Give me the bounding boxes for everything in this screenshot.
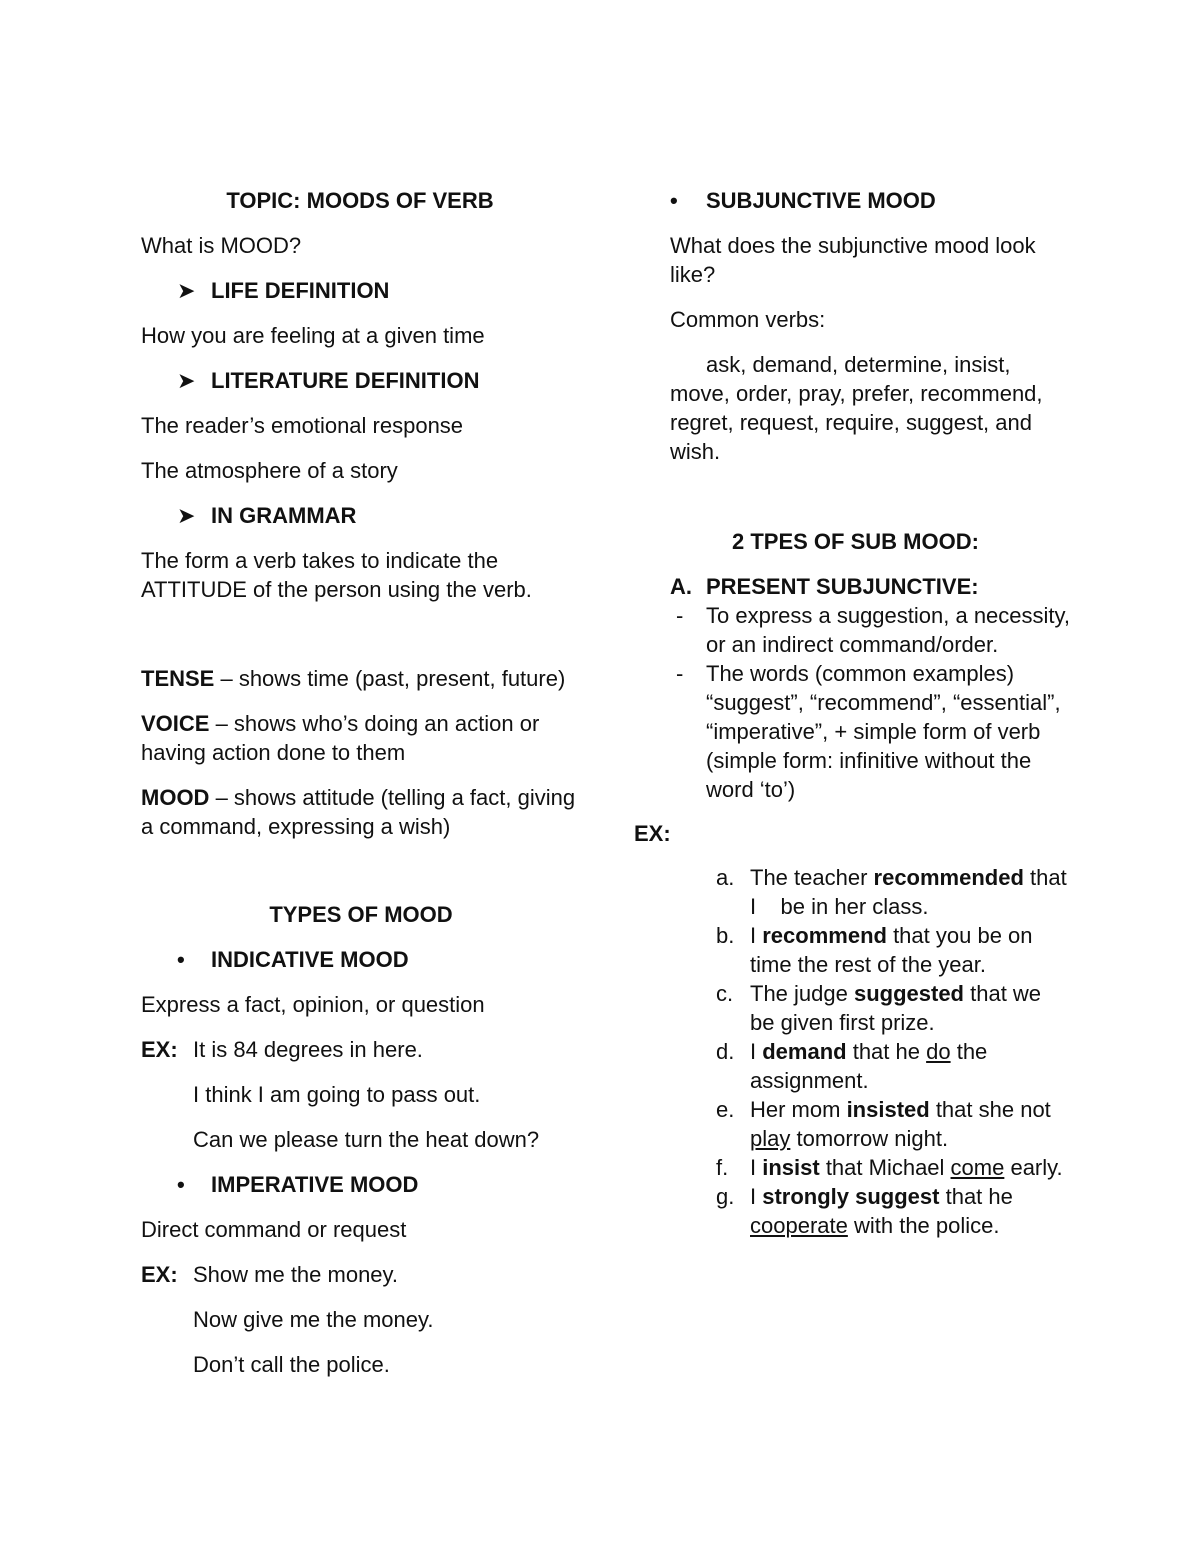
subjunctive-mood-heading <box>670 186 1070 215</box>
indicative-example-1 <box>141 1035 581 1064</box>
tense-label: TENSE <box>141 666 215 691</box>
indicative-text: Express a fact, opinion, or question <box>141 992 485 1017</box>
dot-bullet-icon: • <box>177 947 185 972</box>
types-of-mood-heading: TYPES OF MOOD <box>269 902 453 927</box>
voice-definition <box>141 709 581 767</box>
list-marker: e. <box>716 1097 735 1122</box>
common-verbs-label: Common verbs: <box>670 307 826 332</box>
example-text: The teacher recommended that I be in her class. <box>750 865 1073 919</box>
what-is-mood: What is MOOD? <box>141 233 302 258</box>
example-text: I demand that he do the assignment. <box>750 1039 988 1093</box>
mood-text: – shows attitude (telling a fact, giving a command, expressing a wish) <box>141 785 576 839</box>
dot-bullet-icon: • <box>177 1172 185 1197</box>
dash-item-1 <box>670 601 1070 659</box>
imperative-example-1 <box>141 1260 581 1289</box>
imperative-example-2: Now give me the money. <box>193 1307 434 1332</box>
heading-label: IMPERATIVE MOOD <box>211 1172 419 1197</box>
ex-label: EX: <box>141 1262 178 1287</box>
example-text: I insist that Michael come early. <box>750 1155 1063 1180</box>
example-item <box>716 1153 1070 1182</box>
dash-text: The words (common examples) “suggest”, “recommend”, “essential”, “imperative”, + simple form of verb (simple form: infinitive without the word ‘to’) <box>706 661 1061 802</box>
voice-label: VOICE <box>141 711 210 736</box>
dash-text: To express a suggestion, a necessity, or an indirect command/order. <box>706 603 1071 657</box>
subjunctive-question: What does the subjunctive mood look like? <box>670 233 1036 287</box>
list-marker: A. <box>670 574 692 599</box>
arrow-bullet-icon: ➤ <box>177 503 196 528</box>
example-text: I recommend that you be on time the rest of the year. <box>750 923 1033 977</box>
example-text: The judge suggested that we be given first prize. <box>750 981 1042 1035</box>
example-text: Show me the money. <box>193 1262 399 1287</box>
list-marker: c. <box>716 981 734 1006</box>
heading-label: IN GRAMMAR <box>211 503 357 528</box>
arrow-bullet-icon: ➤ <box>177 278 196 303</box>
example-item <box>716 921 1070 979</box>
life-definition-heading <box>141 276 581 305</box>
list-marker: d. <box>716 1039 735 1064</box>
example-item <box>716 1095 1070 1153</box>
indicative-example-3: Can we please turn the heat down? <box>193 1127 540 1152</box>
list-marker: a. <box>716 865 735 890</box>
heading-label: LIFE DEFINITION <box>211 278 390 303</box>
grammar-heading <box>141 501 581 530</box>
examples-list <box>670 863 1073 1240</box>
dash-item-2 <box>670 659 1070 804</box>
example-item <box>716 1037 1070 1095</box>
dot-bullet-icon: • <box>670 188 678 213</box>
heading-label: PRESENT SUBJUNCTIVE: <box>706 574 979 599</box>
present-subjunctive-heading <box>670 572 1070 601</box>
heading-label: INDICATIVE MOOD <box>211 947 409 972</box>
list-marker: g. <box>716 1184 735 1209</box>
indicative-example-2: I think I am going to pass out. <box>193 1082 481 1107</box>
indicative-mood-heading <box>141 945 581 974</box>
mood-definition <box>141 783 581 841</box>
literature-definition-heading <box>141 366 581 395</box>
heading-label: LITERATURE DEFINITION <box>211 368 480 393</box>
literature-text-2: The atmosphere of a story <box>141 458 398 483</box>
dash-marker: - <box>676 661 684 686</box>
common-verbs-first-line: ask, demand, determine, insist, <box>706 352 1011 377</box>
topic-title: TOPIC: MOODS OF VERB <box>226 188 494 213</box>
example-item <box>716 863 1073 921</box>
left-column <box>141 186 581 1379</box>
literature-text-1: The reader’s emotional response <box>141 413 464 438</box>
example-item <box>716 979 1070 1037</box>
life-definition-text: How you are feeling at a given time <box>141 323 485 348</box>
tense-definition <box>141 664 581 693</box>
example-text: It is 84 degrees in here. <box>193 1037 423 1062</box>
common-verbs-rest: move, order, pray, prefer, recommend, regret, request, require, suggest, and wish. <box>670 381 1043 464</box>
imperative-text: Direct command or request <box>141 1217 407 1242</box>
right-column <box>634 186 1073 1240</box>
arrow-bullet-icon: ➤ <box>177 368 196 393</box>
ex-label: EX: <box>634 821 671 846</box>
voice-text: – shows who’s doing an action or having action done to them <box>141 711 540 765</box>
tense-text: – shows time (past, present, future) <box>214 666 566 691</box>
imperative-mood-heading <box>141 1170 581 1199</box>
grammar-text: The form a verb takes to indicate the ATTITUDE of the person using the verb. <box>141 548 532 602</box>
heading-label: SUBJUNCTIVE MOOD <box>706 188 936 213</box>
example-item <box>716 1182 1070 1240</box>
imperative-example-3: Don’t call the police. <box>193 1352 390 1377</box>
ex-label: EX: <box>141 1037 178 1062</box>
list-marker: b. <box>716 923 735 948</box>
types-of-sub-mood-heading: 2 TPES OF SUB MOOD: <box>732 529 979 554</box>
mood-label: MOOD <box>141 785 210 810</box>
list-marker: f. <box>716 1155 729 1180</box>
example-text: Her mom insisted that she not play tomorrow night. <box>750 1097 1051 1151</box>
example-text: I strongly suggest that he cooperate with the police. <box>750 1184 1013 1238</box>
dash-marker: - <box>676 603 684 628</box>
